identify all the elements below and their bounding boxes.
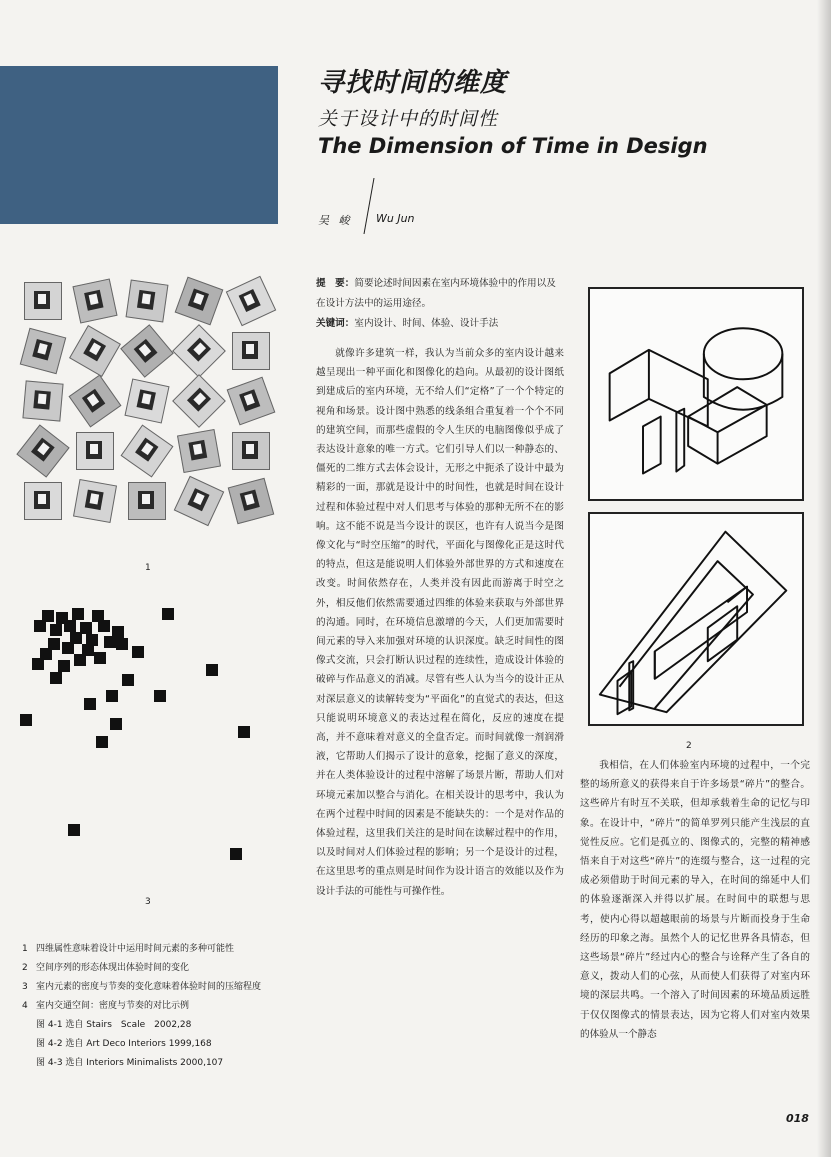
density-square (230, 848, 242, 860)
figure-2-sketch-top (588, 287, 804, 501)
cube-drawing (228, 478, 275, 525)
cube-drawing (172, 374, 226, 428)
figure-1-cube-grid (20, 278, 282, 528)
density-square (110, 718, 122, 730)
sub-caption-4-3: 图 4-3 选自 Interiors Minimalists 2000,107 (36, 1058, 224, 1068)
cube-drawing (128, 482, 166, 520)
cube-drawing (16, 424, 69, 477)
body-column-left (316, 344, 564, 901)
density-square (94, 652, 106, 664)
cube-drawing (24, 482, 62, 520)
cube-drawing (172, 324, 226, 378)
figure-3-label: 3 (145, 897, 151, 907)
density-square (84, 698, 96, 710)
density-square (72, 608, 84, 620)
article-title: 寻找时间的维度 (318, 68, 508, 98)
cube-drawing (73, 479, 117, 523)
paragraph: 我相信，在人们体验室内环境的过程中，一个完整的场所意义的获得来自于许多场景“碎片”的整合。这些碎片有时互不关联，但却承载着生命的记忆与印象。在设计中，“碎片”的简单罗列只能产生浅层的直觉性反应。它们是孤立的、图像式的，完整的精神感悟来自于对这些“碎片”的连缀与整合，这一过程的完成必须借助于时间元素的导入，在时间的绵延中人们的体验逐渐深入并得以扩展。在时间中的联想与思考，使内心得以超越眼前的场景与片断而投身于生命经历的印象之海。虽然个人的记忆世界各具情态，但这些场景“碎片”经过内心的整合与诠释产生了各自的意义，拨动人们的心弦，从而使人们获得了对室内环境的深层共鸣。一个溶入了时间因素的环境品质远胜于仅仅图像式的情景表达，因为它将人们对室内效果的体验从一个静态 (580, 760, 810, 1040)
density-square (116, 638, 128, 650)
cube-drawing (20, 328, 67, 375)
sub-caption-4-2: 图 4-2 选自 Art Deco Interiors 1999,168 (36, 1039, 212, 1049)
english-title: The Dimension of Time in Design (318, 134, 708, 158)
cube-drawing (120, 324, 174, 378)
cube-drawing (69, 375, 122, 428)
caption-3: 3 室内元素的密度与节奏的变化意味着体验时间的压缩程度 (22, 982, 262, 992)
author-english: Wu Jun (376, 212, 415, 225)
cube-drawing (121, 425, 174, 478)
density-square (20, 714, 32, 726)
header-color-block (0, 66, 278, 224)
cube-drawing (76, 432, 114, 470)
density-square (32, 658, 44, 670)
cube-drawing (72, 278, 117, 323)
cube-drawing (174, 476, 224, 526)
figure-captions (22, 940, 307, 1073)
density-square (98, 620, 110, 632)
density-square (122, 674, 134, 686)
density-square (68, 824, 80, 836)
caption-2: 2 空间序列的形态体现出体验时间的变化 (22, 963, 190, 973)
density-square (104, 636, 116, 648)
cube-drawing (69, 325, 121, 377)
paragraph: 就像许多建筑一样，我认为当前众多的室内设计越来越呈现出一种平面化和图像化的趋向。从最初的设计图纸到建成后的室内环境，无不给人们“定格”了一个个特定的视角和场景。设计图中熟悉的线条组合重复着一个个不同的建筑空间，而那些虚假的令人生厌的电脑图像似乎成了表达设计意象的唯一方式。它们引导人们以一种静态的、僵死的二维方式去体会设计，无形之中扼杀了设计中最为精彩的一面，那就是设计中的时间性，也就是时间在设计过程和体验过程中对人们思考与体验的那种无所不在的影响。这不能不说是当今设计的误区，也许有人说当今是图像文化与“时空压缩”的时代，平面化与图像化正是这时代的特点，但这是能说明人们体验外部世界的方式和速度在改变。时间依然存在，人类并没有因此而游离于时空之外，相反他们依然需要通过四维的体验来获取与外部世界的沟通。同时，在环境信息激增的今天，人们更加需要时间元素的导入来加强对环境的认识深度。缺乏时间性的图像式交流，只会打断认识过程的连续性，造成设计体验的破碎与作品意义的消减。尽管有些人认为当今的设计正从对深层意义的读解转变为“平面化”的直觉式的表达，但这只能说明环境意义的表达过程在简化，反应的速度在提高，并不意味着对意义的全盘否定。而时间就像一剂润滑液，它帮助人们揭示了设计的意象，挖掘了意义的深度，并在人类体验设计的过程中溶解了场景片断，帮助人们对环境元素加以整合与消化。在相关设计的思考中，我认为在两个过程中时间的因素是不能缺失的：一个是对作品的体验过程，这里我们关注的是时间在读解过程中的作用，以及时间对人们体验过程的影响；另一个是设计的过程，在这里思考的重点则是时间作为设计语言的效能以及作为设计手法的可能性与可操作性。 (316, 348, 564, 897)
density-square (34, 620, 46, 632)
density-square (132, 646, 144, 658)
figure-2-sketch-bottom (588, 512, 804, 726)
cube-drawing (232, 332, 270, 370)
density-square (238, 726, 250, 738)
cube-drawing (126, 280, 169, 323)
figure-1-label: 1 (145, 563, 151, 573)
density-square (96, 736, 108, 748)
abstract-keywords: 室内设计、时间、体验、设计手法 (354, 318, 499, 329)
density-square (74, 654, 86, 666)
cube-drawing (232, 432, 270, 470)
cube-drawing (227, 377, 276, 426)
density-square (206, 664, 218, 676)
abstract-summary: 简要论述时间因素在室内环境体验中的作用以及在设计方法中的运用途径。 (316, 278, 556, 309)
density-square (50, 672, 62, 684)
cube-drawing (24, 282, 62, 320)
cube-drawing (177, 429, 221, 473)
cube-drawing (226, 276, 276, 326)
cube-drawing (22, 380, 63, 421)
density-square (154, 690, 166, 702)
density-square (106, 690, 118, 702)
caption-4: 4 室内交通空间：密度与节奏的对比示例 (22, 1001, 190, 1011)
density-square (58, 660, 70, 672)
cube-drawing (124, 378, 169, 423)
article-subtitle: 关于设计中的时间性 (318, 108, 499, 130)
page-edge-shadow (817, 0, 831, 1157)
author-chinese: 吴 峻 (318, 214, 353, 227)
density-square (50, 624, 62, 636)
abstract-block: 提 要：简要论述时间因素在室内环境体验中的作用以及在设计方法中的运用途径。 关键词：室内设计、时间、体验、设计手法 (316, 278, 556, 329)
density-square (62, 642, 74, 654)
figure-3-density-squares (20, 608, 260, 868)
cube-drawing (175, 277, 224, 326)
figure-2-label: 2 (686, 741, 692, 751)
author-divider (362, 178, 376, 234)
sub-caption-4-1: 图 4-1 选自 Stairs Scale 2002,28 (36, 1020, 192, 1030)
caption-1: 1 四维属性意味着设计中运用时间元素的多种可能性 (22, 944, 235, 954)
page-number: 018 (786, 1112, 809, 1125)
density-square (64, 620, 76, 632)
body-column-right (580, 756, 810, 1044)
density-square (162, 608, 174, 620)
